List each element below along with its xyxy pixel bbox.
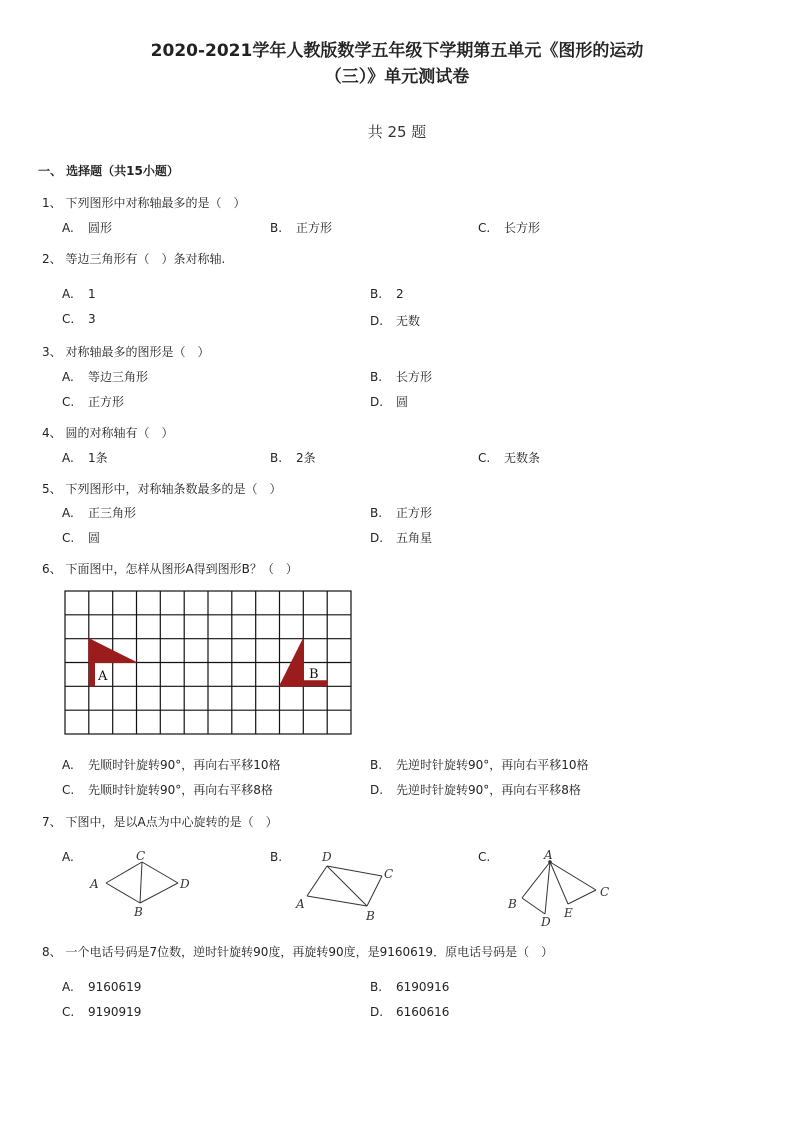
shape-b-label: B: [309, 667, 319, 682]
q7-option-a[interactable]: A.: [62, 850, 74, 864]
page-title: 2020-2021学年人教版数学五年级下学期第五单元《图形的运动: [150, 41, 644, 61]
q6-grid-figure: [64, 590, 354, 736]
q7b-point-d: D: [322, 850, 332, 864]
q1-option-b[interactable]: B. 正方形: [270, 221, 333, 235]
q6-option-b[interactable]: B. 先逆时针旋转90°，再向右平移10格: [370, 758, 589, 772]
shape-a-label: A: [98, 669, 108, 684]
question-7-stem: 7、 下图中，是以A点为中心旋转的是（ ）: [42, 815, 278, 829]
question-8-stem: 8、 一个电话号码是7位数，逆时针旋转90度，再旋转90度，是9160619．原电话号码是（ ）: [42, 945, 554, 959]
question-4-stem: 4、 圆的对称轴有（ ）: [42, 426, 174, 440]
q6-option-c[interactable]: C. 先顺时针旋转90°，再向右平移8格: [62, 783, 273, 797]
q7-figure-a: [82, 848, 202, 923]
q4-option-c[interactable]: C. 无数条: [478, 451, 541, 465]
q6-option-a[interactable]: A. 先顺时针旋转90°，再向右平移10格: [62, 758, 281, 772]
q7a-point-d: D: [180, 877, 190, 891]
q5-option-c[interactable]: C. 圆: [62, 531, 101, 545]
shape-a-stem: [89, 663, 95, 687]
q7-option-c[interactable]: C.: [478, 850, 491, 864]
q3-option-d[interactable]: D. 圆: [370, 395, 409, 409]
q7c-point-a: A: [544, 848, 553, 862]
q8-option-a[interactable]: A. 9160619: [62, 980, 142, 994]
q3-option-b[interactable]: B. 长方形: [370, 370, 433, 384]
q3-option-c[interactable]: C. 正方形: [62, 395, 125, 409]
question-count: 共 25 题: [367, 123, 427, 141]
q1-option-c[interactable]: C. 长方形: [478, 221, 541, 235]
q5-option-d[interactable]: D. 五角星: [370, 531, 433, 545]
question-2-stem: 2、 等边三角形有（ ）条对称轴.: [42, 252, 226, 266]
q2-option-a[interactable]: A. 1: [62, 287, 96, 301]
q4-option-a[interactable]: A. 1条: [62, 451, 108, 465]
q3-option-a[interactable]: A. 等边三角形: [62, 370, 149, 384]
q7b-point-a: A: [296, 897, 305, 911]
section-title: 一、 选择题（共15小题）: [38, 164, 179, 178]
question-5-stem: 5、 下列图形中，对称轴条数最多的是（ ）: [42, 482, 282, 496]
q7-figure-c: [500, 846, 620, 931]
q7c-point-b: B: [508, 897, 517, 911]
q7b-point-c: C: [384, 867, 394, 881]
page-title-line2: （三）》单元测试卷: [324, 67, 470, 87]
question-6-stem: 6、 下面图中，怎样从图形A得到图形B？（ ）: [42, 562, 298, 576]
q7a-point-a: A: [90, 877, 99, 891]
q2-option-b[interactable]: B. 2: [370, 287, 404, 301]
question-1-stem: 1、 下列图形中对称轴最多的是（ ）: [42, 196, 246, 210]
q7b-point-b: B: [366, 909, 375, 923]
q8-option-c[interactable]: C. 9190919: [62, 1005, 142, 1019]
q7c-point-d: D: [541, 915, 551, 929]
q8-option-b[interactable]: B. 6190916: [370, 980, 450, 994]
q4-option-b[interactable]: B. 2条: [270, 451, 316, 465]
q7c-point-c: C: [600, 885, 610, 899]
q5-option-b[interactable]: B. 正方形: [370, 506, 433, 520]
q6-option-d[interactable]: D. 先逆时针旋转90°，再向右平移8格: [370, 783, 581, 797]
q2-option-c[interactable]: C. 3: [62, 312, 96, 326]
q7a-point-b: B: [134, 905, 143, 919]
q7c-point-e: E: [564, 906, 573, 920]
q5-option-a[interactable]: A. 正三角形: [62, 506, 137, 520]
q2-option-d[interactable]: D. 无数: [370, 314, 421, 328]
q7-figure-b: [292, 846, 407, 926]
question-3-stem: 3、 对称轴最多的图形是（ ）: [42, 345, 210, 359]
q7-option-b[interactable]: B.: [270, 850, 283, 864]
q1-option-a[interactable]: A. 圆形: [62, 221, 113, 235]
q7a-point-c: C: [136, 849, 146, 863]
q8-option-d[interactable]: D. 6160616: [370, 1005, 450, 1019]
